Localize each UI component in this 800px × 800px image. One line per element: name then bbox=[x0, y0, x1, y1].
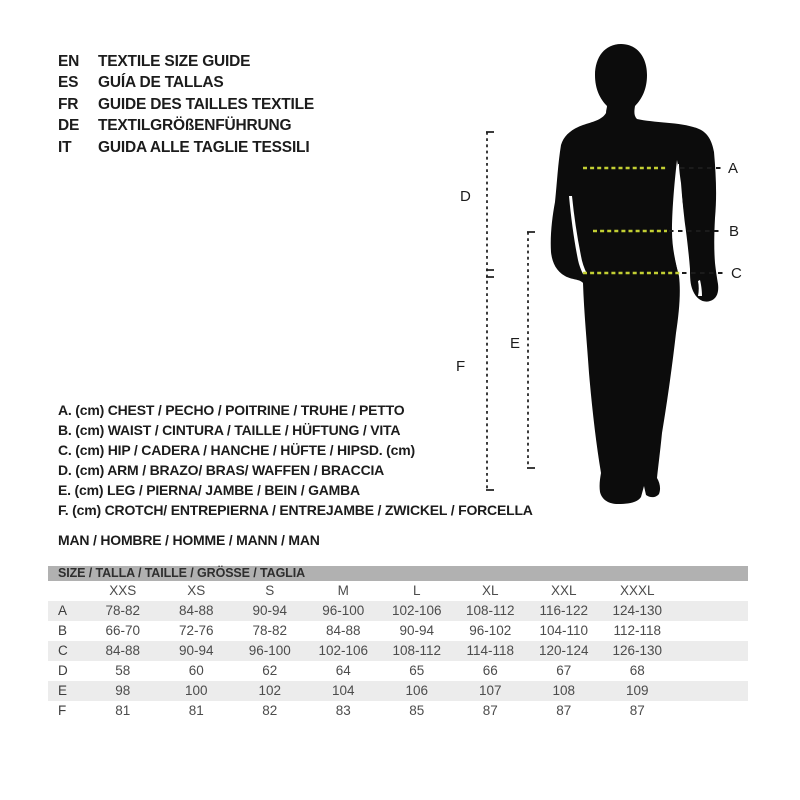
legend-line-arm: D. (cm) ARM / BRAZO/ BRAS/ WAFFEN / BRACCIA bbox=[58, 462, 385, 478]
size-row-a bbox=[48, 601, 748, 621]
column-header: XXL bbox=[550, 583, 577, 598]
measure-label-b: B bbox=[729, 223, 740, 240]
size-cell: 65 bbox=[409, 663, 425, 678]
filler-cell bbox=[674, 621, 748, 641]
row-label: F bbox=[58, 703, 67, 718]
column-header: XXS bbox=[109, 583, 137, 598]
size-cell: 82 bbox=[262, 703, 278, 718]
language-row bbox=[58, 115, 314, 136]
size-cell: 87 bbox=[629, 703, 645, 718]
column-header: XS bbox=[187, 583, 206, 598]
language-code: ES bbox=[58, 74, 79, 92]
size-row-e bbox=[48, 681, 748, 701]
language-title: GUÍA DE TALLAS bbox=[98, 74, 224, 92]
size-cell: 78-82 bbox=[252, 623, 288, 638]
size-cell: 116-122 bbox=[539, 603, 589, 618]
size-cell: 60 bbox=[188, 663, 204, 678]
size-cell: 90-94 bbox=[178, 643, 214, 658]
language-title: TEXTILE SIZE GUIDE bbox=[98, 53, 251, 70]
filler-cell bbox=[674, 601, 748, 621]
size-cell: 78-82 bbox=[105, 603, 141, 618]
size-cell: 81 bbox=[188, 703, 204, 718]
size-cell: 72-76 bbox=[178, 623, 214, 638]
size-cell: 66-70 bbox=[105, 623, 141, 638]
language-code: FR bbox=[58, 95, 79, 113]
column-header: M bbox=[337, 583, 349, 598]
size-cell: 90-94 bbox=[399, 623, 435, 638]
size-cell: 106 bbox=[405, 683, 429, 698]
size-row-d bbox=[48, 661, 748, 681]
measure-label-c: C bbox=[731, 265, 742, 282]
size-table-body bbox=[48, 581, 748, 721]
size-cell: 102-106 bbox=[391, 603, 442, 618]
measure-label-d: D bbox=[460, 188, 471, 205]
size-row-b bbox=[48, 621, 748, 641]
size-cell: 108-112 bbox=[465, 603, 515, 618]
filler-cell bbox=[674, 641, 748, 661]
size-cell: 102-106 bbox=[318, 643, 369, 658]
legend-line-chest: A. (cm) CHEST / PECHO / POITRINE / TRUHE / PETTO bbox=[58, 402, 405, 418]
language-code: DE bbox=[58, 117, 80, 135]
size-cell: 104 bbox=[331, 683, 355, 698]
filler-cell bbox=[674, 681, 748, 701]
size-cell: 104-110 bbox=[539, 623, 589, 638]
size-table-header-band: SIZE / TALLA / TAILLE / GRÖSSE / TAGLIA bbox=[48, 566, 748, 581]
language-code: EN bbox=[58, 53, 80, 70]
column-header: L bbox=[412, 583, 421, 598]
measurement-legend bbox=[58, 400, 533, 520]
column-header: XXXL bbox=[619, 583, 655, 598]
size-cell: 107 bbox=[478, 683, 502, 698]
size-cell: 96-100 bbox=[248, 643, 291, 658]
size-cell: 96-100 bbox=[322, 603, 365, 618]
size-table bbox=[48, 566, 748, 721]
row-label: C bbox=[58, 643, 68, 658]
language-title-list bbox=[58, 51, 314, 158]
row-label: A bbox=[58, 603, 68, 618]
size-cell: 62 bbox=[262, 663, 278, 678]
size-cell: 81 bbox=[115, 703, 131, 718]
size-table-grid bbox=[48, 581, 748, 721]
size-cell: 58 bbox=[115, 663, 131, 678]
size-cell: 112-118 bbox=[613, 623, 662, 638]
size-cell: 66 bbox=[482, 663, 498, 678]
size-cell: 126-130 bbox=[612, 643, 663, 658]
size-cell: 114-118 bbox=[466, 643, 515, 658]
corner-cell bbox=[48, 581, 86, 601]
size-cell: 84-88 bbox=[105, 643, 141, 658]
column-header-row bbox=[48, 581, 748, 601]
measure-label-a: A bbox=[728, 160, 739, 177]
filler-cell bbox=[674, 701, 748, 721]
size-row-c bbox=[48, 641, 748, 661]
legend-line-crotch: F. (cm) CROTCH/ ENTREPIERNA / ENTREJAMBE / ZWICKEL / FORCELLA bbox=[58, 502, 533, 518]
language-row bbox=[58, 51, 314, 72]
size-cell: 108-112 bbox=[392, 643, 442, 658]
size-cell: 64 bbox=[335, 663, 351, 678]
size-cell: 120-124 bbox=[538, 643, 589, 658]
size-cell: 85 bbox=[409, 703, 425, 718]
size-cell: 100 bbox=[184, 683, 208, 698]
column-header: XL bbox=[481, 583, 499, 598]
row-label: E bbox=[58, 683, 68, 698]
size-cell: 68 bbox=[629, 663, 645, 678]
language-title: GUIDE DES TAILLES TEXTILE bbox=[98, 95, 315, 113]
language-row bbox=[58, 72, 314, 93]
size-cell: 109 bbox=[625, 683, 649, 698]
measure-label-f: F bbox=[456, 358, 466, 375]
size-cell: 87 bbox=[482, 703, 498, 718]
size-cell: 90-94 bbox=[252, 603, 288, 618]
subject-line: MAN / HOMBRE / HOMME / MANN / MAN bbox=[58, 532, 320, 548]
language-row bbox=[58, 94, 314, 115]
column-header: S bbox=[265, 583, 275, 598]
language-code: IT bbox=[58, 138, 72, 156]
size-cell: 98 bbox=[115, 683, 131, 698]
legend-line-waist: B. (cm) WAIST / CINTURA / TAILLE / HÜFTUNG / VITA bbox=[58, 422, 401, 438]
size-cell: 87 bbox=[556, 703, 572, 718]
size-cell: 84-88 bbox=[178, 603, 214, 618]
filler-cell bbox=[674, 581, 748, 601]
language-row bbox=[58, 137, 314, 158]
legend-line-hip: C. (cm) HIP / CADERA / HANCHE / HÜFTE / HIPSD. (cm) bbox=[58, 442, 415, 458]
row-label: B bbox=[58, 623, 68, 638]
language-title: GUIDA ALLE TAGLIE TESSILI bbox=[98, 138, 310, 156]
size-cell: 96-102 bbox=[469, 623, 512, 638]
size-cell: 124-130 bbox=[612, 603, 663, 618]
size-cell: 83 bbox=[335, 703, 351, 718]
measure-label-e: E bbox=[510, 335, 521, 352]
size-cell: 108 bbox=[552, 683, 576, 698]
legend-line-leg: E. (cm) LEG / PIERNA/ JAMBE / BEIN / GAMBA bbox=[58, 482, 360, 498]
size-cell: 67 bbox=[556, 663, 572, 678]
size-cell: 102 bbox=[258, 683, 282, 698]
row-label: D bbox=[58, 663, 68, 678]
size-cell: 84-88 bbox=[325, 623, 361, 638]
size-row-f bbox=[48, 701, 748, 721]
filler-cell bbox=[674, 661, 748, 681]
language-title: TEXTILGRÖßENFÜHRUNG bbox=[98, 117, 292, 135]
